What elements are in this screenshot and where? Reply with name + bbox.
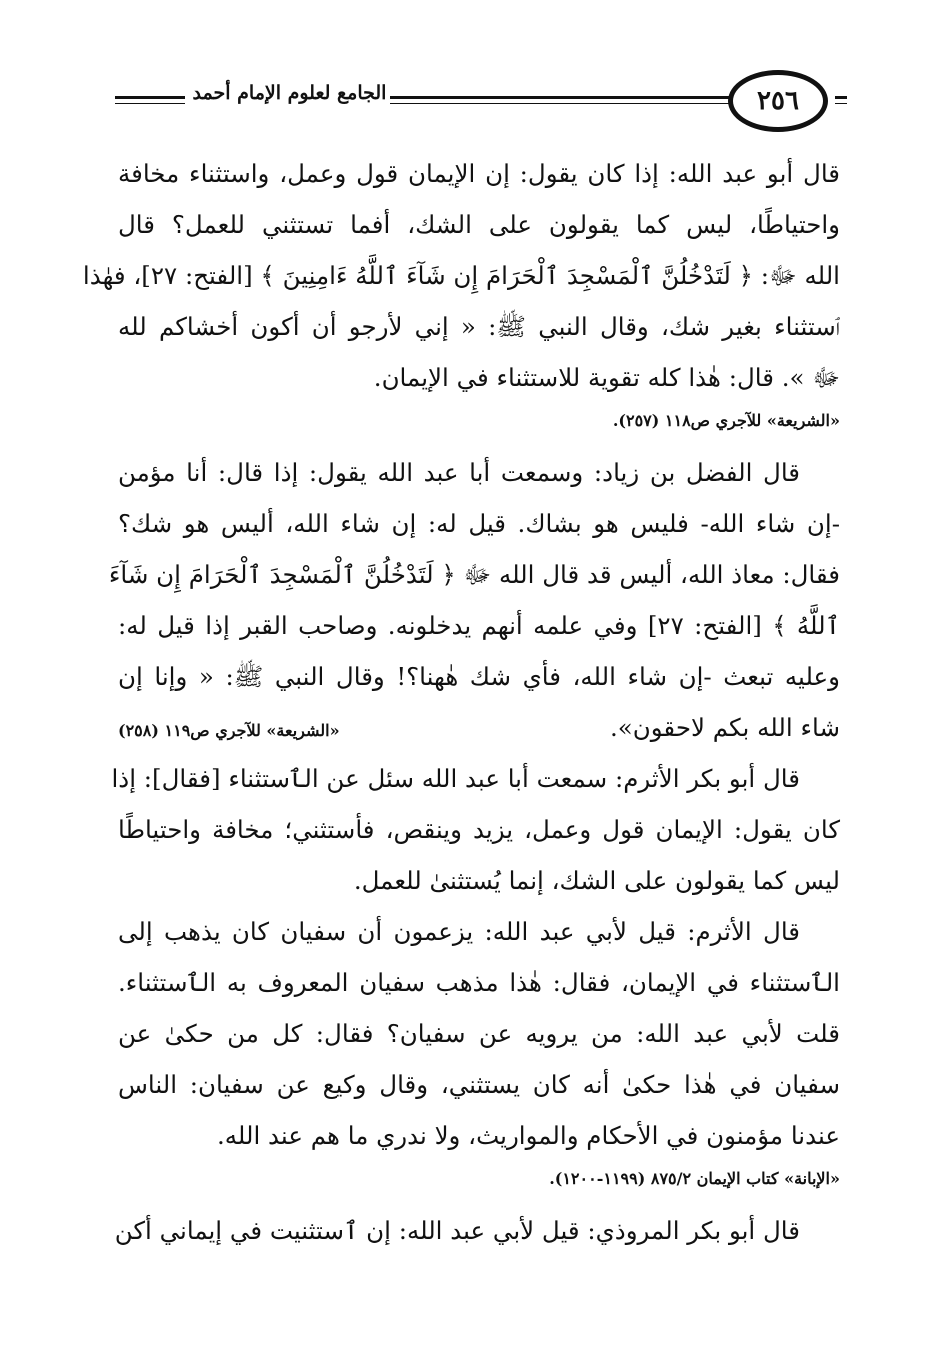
page-header <box>100 68 845 138</box>
text-line: كان يقول: الإيمان قول وعمل، يزيد وينقص، فأستثني؛ مخافة واحتياطًا <box>118 815 840 844</box>
text-line: ﷻ ». قال: هٰذا كله تقوية للاستثناء في الإيمان. <box>373 363 840 392</box>
paragraph-2 <box>108 447 840 753</box>
text-line: ٱستثناء بغير شك، وقال النبي ﷺ: « إني لأرجو أن أكون أخشاكم لله <box>118 312 840 341</box>
text-line: قال أبو بكر المروذي: قيل لأبي عبد الله: إن ٱستثنيت في إيماني أكن <box>114 1216 800 1245</box>
text-line: قال الفضل بن زياد: وسمعت أبا عبد الله يقول: إذا قال: أنا مؤمن <box>118 458 800 487</box>
header-rule-middle <box>390 96 730 104</box>
running-title: الجامع لعلوم الإمام أحمد <box>192 82 387 104</box>
text-line: ليس كما يقولون على الشك، إنما يُستثنىٰ للعمل. <box>353 866 840 895</box>
text-line: -إن شاء الله- فليس هو بشاك. قيل له: إن شاء الله، أليس هو شك؟ <box>118 509 840 538</box>
paragraph-3 <box>111 753 840 906</box>
text-line: وعليه تبعث -إن شاء الله، فأي شك هٰهنا؟! وقال النبي ﷺ: « وإنا إن <box>118 662 840 691</box>
source-reference: «الإبانة» كتاب الإيمان ٨٧٥/٢ (١١٩٩-١٢٠٠). <box>549 1169 840 1188</box>
page-body <box>82 148 840 1256</box>
text-line: قلت لأبي عبد الله: من يرويه عن سفيان؟ فقال: كل من حكىٰ عن <box>118 1019 840 1048</box>
text-line-with-reference <box>118 702 840 753</box>
text-line: عندنا مؤمنون في الأحكام والمواريث، ولا ندري ما هم عند الله. <box>216 1121 840 1150</box>
source-reference: «الشريعة» للآجري ص١١٨ (٢٥٧). <box>612 411 840 430</box>
source-reference: «الشريعة» للآجري ص١١٩ (٢٥٨) <box>118 721 340 740</box>
header-rule-right <box>835 96 847 104</box>
paragraph-4 <box>118 906 840 1161</box>
text-line: شاء الله بكم لاحقون». <box>610 713 840 742</box>
text-line: الله ﷻ: ﴿ لَتَدْخُلُنَّ ٱلْمَسْجِدَ ٱلْحَرَامَ إِن شَآءَ ٱللَّهُ ءَامِنِينَ ﴾ [الفتح: ٢٧]، فهٰذا <box>82 261 840 290</box>
paragraph-5 <box>114 1205 840 1256</box>
paragraph-1 <box>82 148 840 403</box>
text-line: ٱللَّهُ ﴾ [الفتح: ٢٧] وفي علمه أنهم يدخلونه. وصاحب القبر إذا قيل له: <box>118 611 840 640</box>
text-line: قال أبو بكر الأثرم: سمعت أبا عبد الله سئل عن الٱستثناء [فقال]: إذا <box>111 764 800 793</box>
text-line: واحتياطًا، ليس كما يقولون على الشك، أفما تستثني للعمل؟ قال <box>118 210 840 239</box>
text-line: قال أبو عبد الله: إذا كان يقول: إن الإيمان قول وعمل، واستثناء مخافة <box>118 159 840 188</box>
page-number: ٢٥٦ <box>728 70 828 132</box>
text-line: فقال: معاذ الله، أليس قد قال الله ﷻ ﴿ لَتَدْخُلُنَّ ٱلْمَسْجِدَ ٱلْحَرَامَ إِن شَآءَ <box>108 560 840 589</box>
text-line: سفيان في هٰذا حكىٰ أنه كان يستثني، وقال وكيع عن سفيان: الناس <box>118 1070 840 1099</box>
text-line: قال الأثرم: قيل لأبي عبد الله: يزعمون أن سفيان كان يذهب إلى <box>118 917 800 946</box>
text-line: الٱستثناء في الإيمان، فقال: هٰذا مذهب سفيان المعروف به الٱستثناء. <box>118 968 840 997</box>
header-rule-left <box>115 96 185 104</box>
